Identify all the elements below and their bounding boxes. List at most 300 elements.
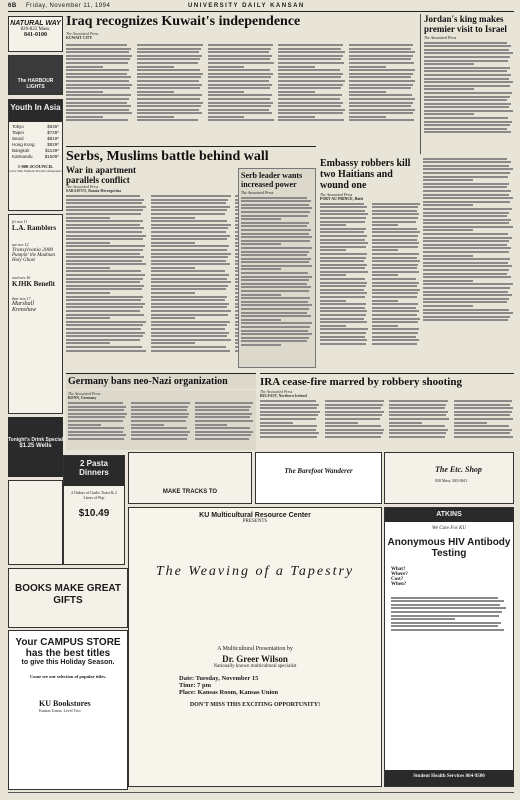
text-line [454,425,510,427]
text-line [423,208,512,210]
drink-special-ad[interactable] [8,417,63,477]
text-line [423,186,507,188]
text-line [372,242,419,244]
text-line [241,333,312,335]
text-line [66,335,143,337]
text-line [278,105,341,107]
barefoot-title: The Barefoot Wanderer [284,467,353,475]
text-line [241,297,310,299]
text-line [372,339,419,341]
text-line [151,350,230,352]
text-line [66,116,103,118]
text-line [349,73,413,75]
text-line [320,332,366,334]
text-line [66,342,110,344]
text-line [66,321,146,323]
text-line [320,246,366,248]
text-line [349,109,414,111]
text-line [195,413,253,415]
text-line [137,48,201,50]
text-line [151,220,227,222]
text-line [241,251,309,253]
text-line [131,438,186,440]
fare-list [9,122,62,162]
body-text-lines [424,40,514,135]
text-line [423,201,510,203]
text-line [208,44,273,46]
text-line [372,332,418,334]
text-line [208,109,269,111]
text-line [423,309,509,311]
text-line [278,62,343,64]
text-line [241,200,311,202]
make-tracks-text: MAKE TRACKS TO [162,489,218,495]
text-line [151,227,228,229]
masthead-paper: UNIVERSITY DAILY KANSAN [188,3,305,9]
text-line [66,209,143,211]
text-line [241,312,307,314]
harbour-lights-ad[interactable] [8,55,63,95]
text-line [260,404,319,406]
text-line [260,425,317,427]
text-line [66,310,140,312]
text-line [423,251,509,253]
text-line [137,80,199,82]
text-line [137,58,200,60]
fare-price: $645* [47,124,59,129]
text-line [66,314,144,316]
text-line [372,274,398,276]
text-line [66,51,129,53]
text-line [278,112,342,114]
text-line [66,339,140,341]
text-line [241,279,309,281]
books-great-gifts-ad[interactable] [8,568,128,628]
transylvania-title: Transylvania 2000 [12,247,54,253]
text-line [372,289,420,291]
text-line [424,88,474,90]
atkins-cost: Cost? [391,577,404,582]
text-line [131,420,186,422]
text-line [241,315,311,317]
text-line [423,294,512,296]
text-line [320,267,365,269]
text-line [241,236,312,238]
text-line [241,337,309,339]
text-line [372,300,398,302]
text-line [372,278,416,280]
text-line [325,422,358,424]
text-line [66,199,144,201]
text-line [389,422,422,424]
text-line [241,197,307,199]
text-line [195,420,254,422]
barefoot-wanderer-ad[interactable] [255,452,382,504]
text-line [208,102,273,104]
natural-way-address: 820-822 Mass. [20,27,51,32]
text-line [349,69,415,71]
text-line [320,278,365,280]
text-line [372,314,417,316]
text-line [66,278,143,280]
atkins-ad[interactable] [384,507,514,787]
atkins-when: When? [391,582,407,587]
natural-way-phone: 841-0100 [24,32,47,38]
text-line [151,274,229,276]
text-line [349,102,413,104]
text-line [66,227,144,229]
text-line [137,69,200,71]
text-line [66,91,103,93]
text-line [424,117,508,119]
la-ramblers-date: fri nov 11 [12,219,28,224]
text-line [372,325,398,327]
marshall-date: thur nov 17 [12,296,31,301]
text-line [423,233,508,235]
text-line [424,121,512,123]
text-line [66,44,127,46]
text-line [66,317,110,319]
council-tagline: Let's Talk Student Travel's masseuse! [9,169,62,173]
text-line [68,406,126,408]
text-line [66,332,145,334]
text-line [208,58,271,60]
text-line [195,416,251,418]
text-line [423,168,513,170]
text-line [151,249,227,251]
kjhk-title: KJHK Benefit [12,280,55,288]
text-line [68,431,123,433]
text-line [423,265,512,267]
text-line [278,48,341,50]
text-line [423,215,507,217]
text-line [66,270,141,272]
text-line [151,278,227,280]
text-line [372,213,419,215]
campus-line1: Your CAMPUS STORE [15,637,121,648]
text-column [389,398,450,439]
text-line [131,431,190,433]
text-line [372,321,418,323]
text-line [423,283,513,285]
text-line [372,328,419,330]
text-line [325,407,381,409]
text-line [278,66,315,68]
text-line [241,301,308,303]
text-line [208,73,273,75]
text-line [151,317,195,319]
text-line [325,414,382,416]
atkins-logo: ATKINS [385,508,513,522]
text-line [320,282,367,284]
text-line [151,303,229,305]
pasta-dinners-price: $10.49 [78,508,110,519]
youth-in-asia-ad[interactable] [8,99,63,211]
text-line [349,94,412,96]
text-line [423,276,511,278]
text-line [349,98,415,100]
text-line [389,411,448,413]
text-line [137,84,202,86]
text-line [423,255,473,257]
text-line [320,224,346,226]
text-column [372,201,420,346]
text-line [423,247,511,249]
text-line [66,303,145,305]
iraq-headline: Iraq recognizes Kuwait's independence [66,14,301,29]
text-line [372,303,418,305]
text-line [372,228,417,230]
text-line [241,344,281,346]
text-line [423,179,473,181]
text-line [195,438,250,440]
text-line [454,418,513,420]
text-line [320,213,368,215]
serbs-article: War in apartment parallels conflict The Associated Press SARAJEVO, Bosnia-Herzegovina [66,165,316,370]
text-line [349,119,414,121]
text-line [151,285,228,287]
text-line [241,261,309,263]
text-line [372,307,416,309]
text-line [278,76,341,78]
text-line [423,165,509,167]
serbs-headline: Serbs, Muslims battle behind wall [66,146,316,164]
text-line [391,618,455,620]
concert-calendar-ad[interactable] [8,214,63,414]
text-line [349,87,410,89]
text-line [372,267,417,269]
text-line [66,263,146,265]
text-column [151,193,232,353]
text-line [66,249,143,251]
text-line [131,413,189,415]
text-line [195,409,250,411]
germany-headline: Germany bans neo-Nazi organization [66,373,256,389]
text-line [423,312,513,314]
text-line [320,289,364,291]
fare-row [12,154,59,160]
drink-special-title: Tonight's Drink Special [8,437,63,443]
text-line [278,94,341,96]
text-line [66,206,146,208]
text-line [278,58,340,60]
make-tracks-ad[interactable] [128,452,252,504]
text-line [66,73,127,75]
text-line [389,432,446,434]
text-line [320,314,366,316]
fare-price: $729* [47,130,59,135]
text-line [208,105,271,107]
text-line [372,206,418,208]
text-line [391,622,501,624]
text-line [454,432,511,434]
text-line [349,84,412,86]
text-line [260,429,316,431]
text-line [424,67,510,69]
body-text-lines [423,156,514,323]
text-line [423,226,513,228]
text-line [195,424,228,426]
text-line [454,414,510,416]
text-line [423,319,508,321]
text-line [66,105,131,107]
text-line [151,263,230,265]
body-text-lines [260,398,514,439]
text-line [423,158,507,160]
text-column [391,595,507,633]
body-text-lines [66,42,416,123]
pizza-ad[interactable] [8,480,63,565]
text-line [66,94,131,96]
text-line [349,112,412,114]
campus-sub: Come see our selection of popular titles. [29,674,107,679]
text-line [241,330,308,332]
text-line [241,204,309,206]
text-line [349,66,386,68]
text-line [320,285,366,287]
text-line [151,235,230,237]
text-line [389,418,449,420]
text-line [241,286,311,288]
text-line [195,431,253,433]
text-line [208,66,245,68]
text-line [349,116,386,118]
text-line [195,427,250,429]
text-line [320,249,346,251]
text-line [372,264,418,266]
text-line [66,306,143,308]
text-line [424,49,509,51]
text-line [66,48,131,50]
etc-shop-title: The Etc. Shop [435,465,482,474]
text-line [320,260,364,262]
text-line [423,161,511,163]
text-line [137,102,203,104]
text-column [208,42,275,123]
text-line [454,429,513,431]
germany-article: The Associated Press BONN, Germany [66,390,256,450]
text-line [241,225,307,227]
text-line [391,607,506,609]
text-line [325,425,382,427]
text-line [137,44,203,46]
campus-store-ad[interactable] [8,630,128,790]
tapestry-ad[interactable] [128,507,382,787]
tapestry-time: Time: 7 pm [179,682,212,689]
ku-bookstores-title: KU Bookstores [39,699,91,708]
text-line [320,235,367,237]
text-line [278,109,344,111]
text-line [260,432,319,434]
tapestry-footer: DON'T MISS THIS EXCITING OPPORTUNITY! [189,702,321,708]
tapestry-place: Place: Kansas Room, Kansas Union [179,689,279,696]
youth-in-asia-title: Youth In Asia [9,100,62,122]
la-ramblers-title: L.A. Ramblers [12,224,57,232]
text-line [151,270,225,272]
text-line [320,228,366,230]
text-line [151,324,228,326]
text-line [260,400,316,402]
text-line [320,274,346,276]
atkins-tagline: We Care For KU [432,526,466,531]
text-line [241,283,307,285]
text-line [151,256,228,258]
text-line [151,332,229,334]
text-line [66,285,144,287]
tapestry-sub: A Multicultural Presentation by [217,646,293,652]
text-line [349,55,412,57]
pasta-dinners-ad[interactable] [63,455,125,565]
text-line [137,98,200,100]
text-line [68,438,124,440]
text-line [424,81,513,83]
text-line [68,434,126,436]
text-line [391,629,504,631]
text-line [423,204,473,206]
text-line [241,326,310,328]
natural-way-ad[interactable] [8,16,63,52]
text-line [66,217,110,219]
text-line [391,604,500,606]
council-phone: 1-800-2COUNCIL [17,164,54,169]
text-line [320,325,346,327]
text-line [278,102,343,104]
etc-shop-ad[interactable] [384,452,514,504]
text-line [423,301,507,303]
text-line [66,288,142,290]
text-column [424,40,514,135]
text-line [424,45,511,47]
natural-way-title: NATURAL WAY [10,20,61,27]
text-line [424,96,510,98]
text-line [372,224,398,226]
text-line [454,411,512,413]
text-line [423,190,511,192]
text-line [208,69,270,71]
text-line [151,310,231,312]
text-line [66,80,129,82]
page-number: 6B [8,3,17,9]
text-line [66,238,143,240]
text-line [66,58,130,60]
text-line [241,229,311,231]
text-line [423,316,510,318]
text-line [208,76,271,78]
text-line [349,51,414,53]
jordan-continued [420,156,514,370]
text-line [278,55,342,57]
masthead [8,2,514,12]
text-line [349,62,414,64]
text-line [66,62,128,64]
fare-price: $819* [47,136,59,141]
text-line [320,242,368,244]
text-line [241,322,312,324]
text-line [151,242,195,244]
text-line [325,429,385,431]
text-line [320,271,368,273]
text-line [423,197,513,199]
text-line [151,238,228,240]
fare-city: Katmandu [12,154,33,159]
text-line [151,206,230,208]
text-line [389,400,448,402]
text-column [137,42,204,123]
tapestry-date: Date: Tuesday, November 15 [179,675,259,682]
text-line [320,300,346,302]
text-line [278,84,342,86]
text-line [423,287,510,289]
